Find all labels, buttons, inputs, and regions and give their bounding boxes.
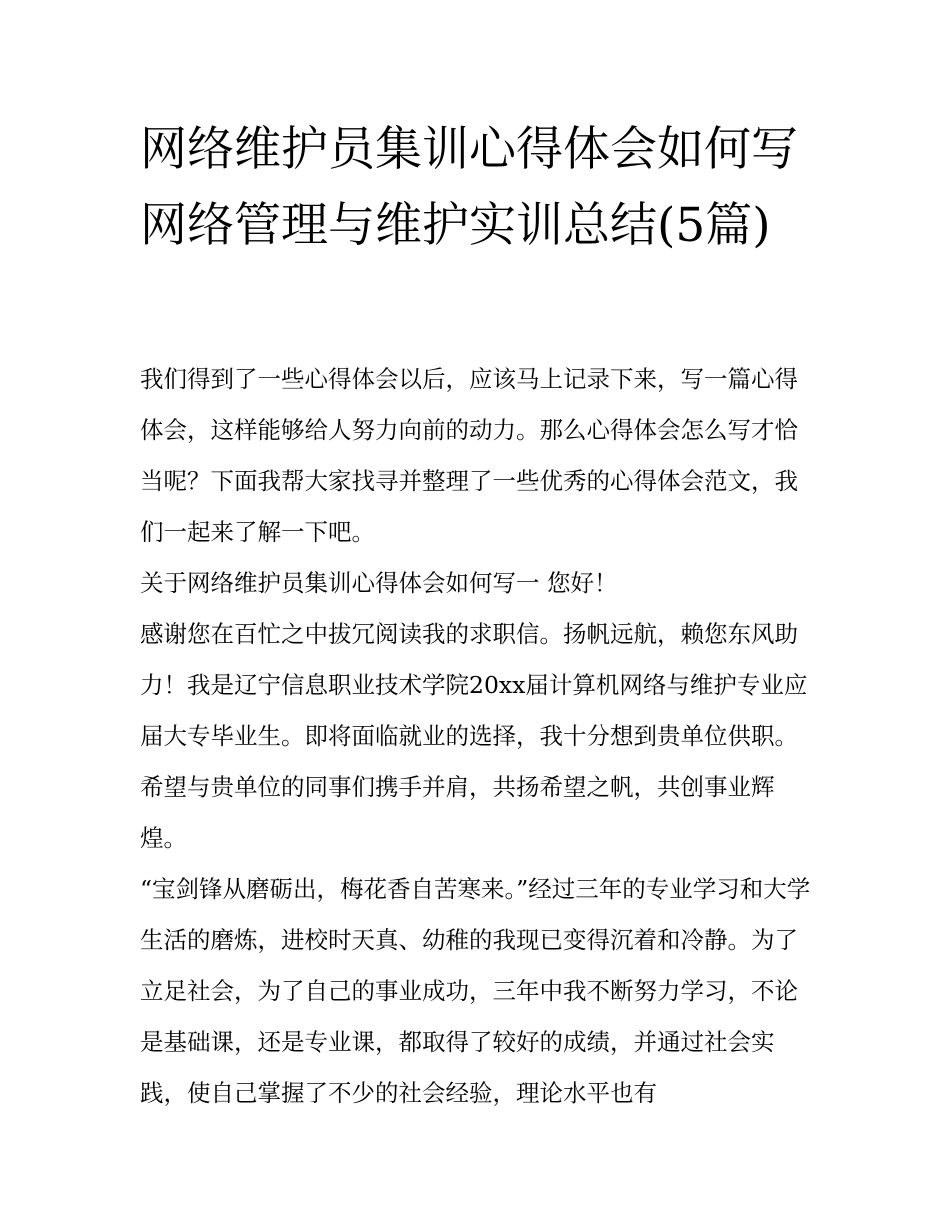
intro-paragraph: 我们得到了一些心得体会以后，应该马上记录下来，写一篇心得体会，这样能够给人努力向前的动力。那么心得体会怎么写才恰当呢？下面我帮大家找寻并整理了一些优秀的心得体会范文，我们一起来了解一下吧。 [140,365,798,546]
letter-paragraph: 感谢您在百忙之中拔冗阅读我的求职信。扬帆远航，赖您东风助力！我是辽宁信息职业技术学院20xx届计算机网络与维护专业应届大专毕业生。即将面临就业的选择，我十分想到贵单位供职。希望与贵单位的同事们携手并肩，共扬希望之帆，共创事业辉煌。 [140,620,808,852]
section-heading-paragraph: 关于网络维护员集训心得体会如何写一 您好！ [140,569,618,597]
quote-paragraph: “宝剑锋从磨砺出，梅花香自苦寒来。”经过三年的专业学习和大学生活的磨炼，进校时天真、幼稚的我现已变得沉着和冷静。为了立足社会，为了自己的事业成功，三年中我不断努力学习，不论是基础课，还是专业课，都取得了较好的成绩，并通过社会实践，使自己掌握了不少的社会经验，理论水平也有 [140,875,811,1107]
document-body [140,354,820,1119]
document-title: 网络维护员集训心得体会如何写 网络管理与维护实训总结(5篇) [140,122,798,253]
